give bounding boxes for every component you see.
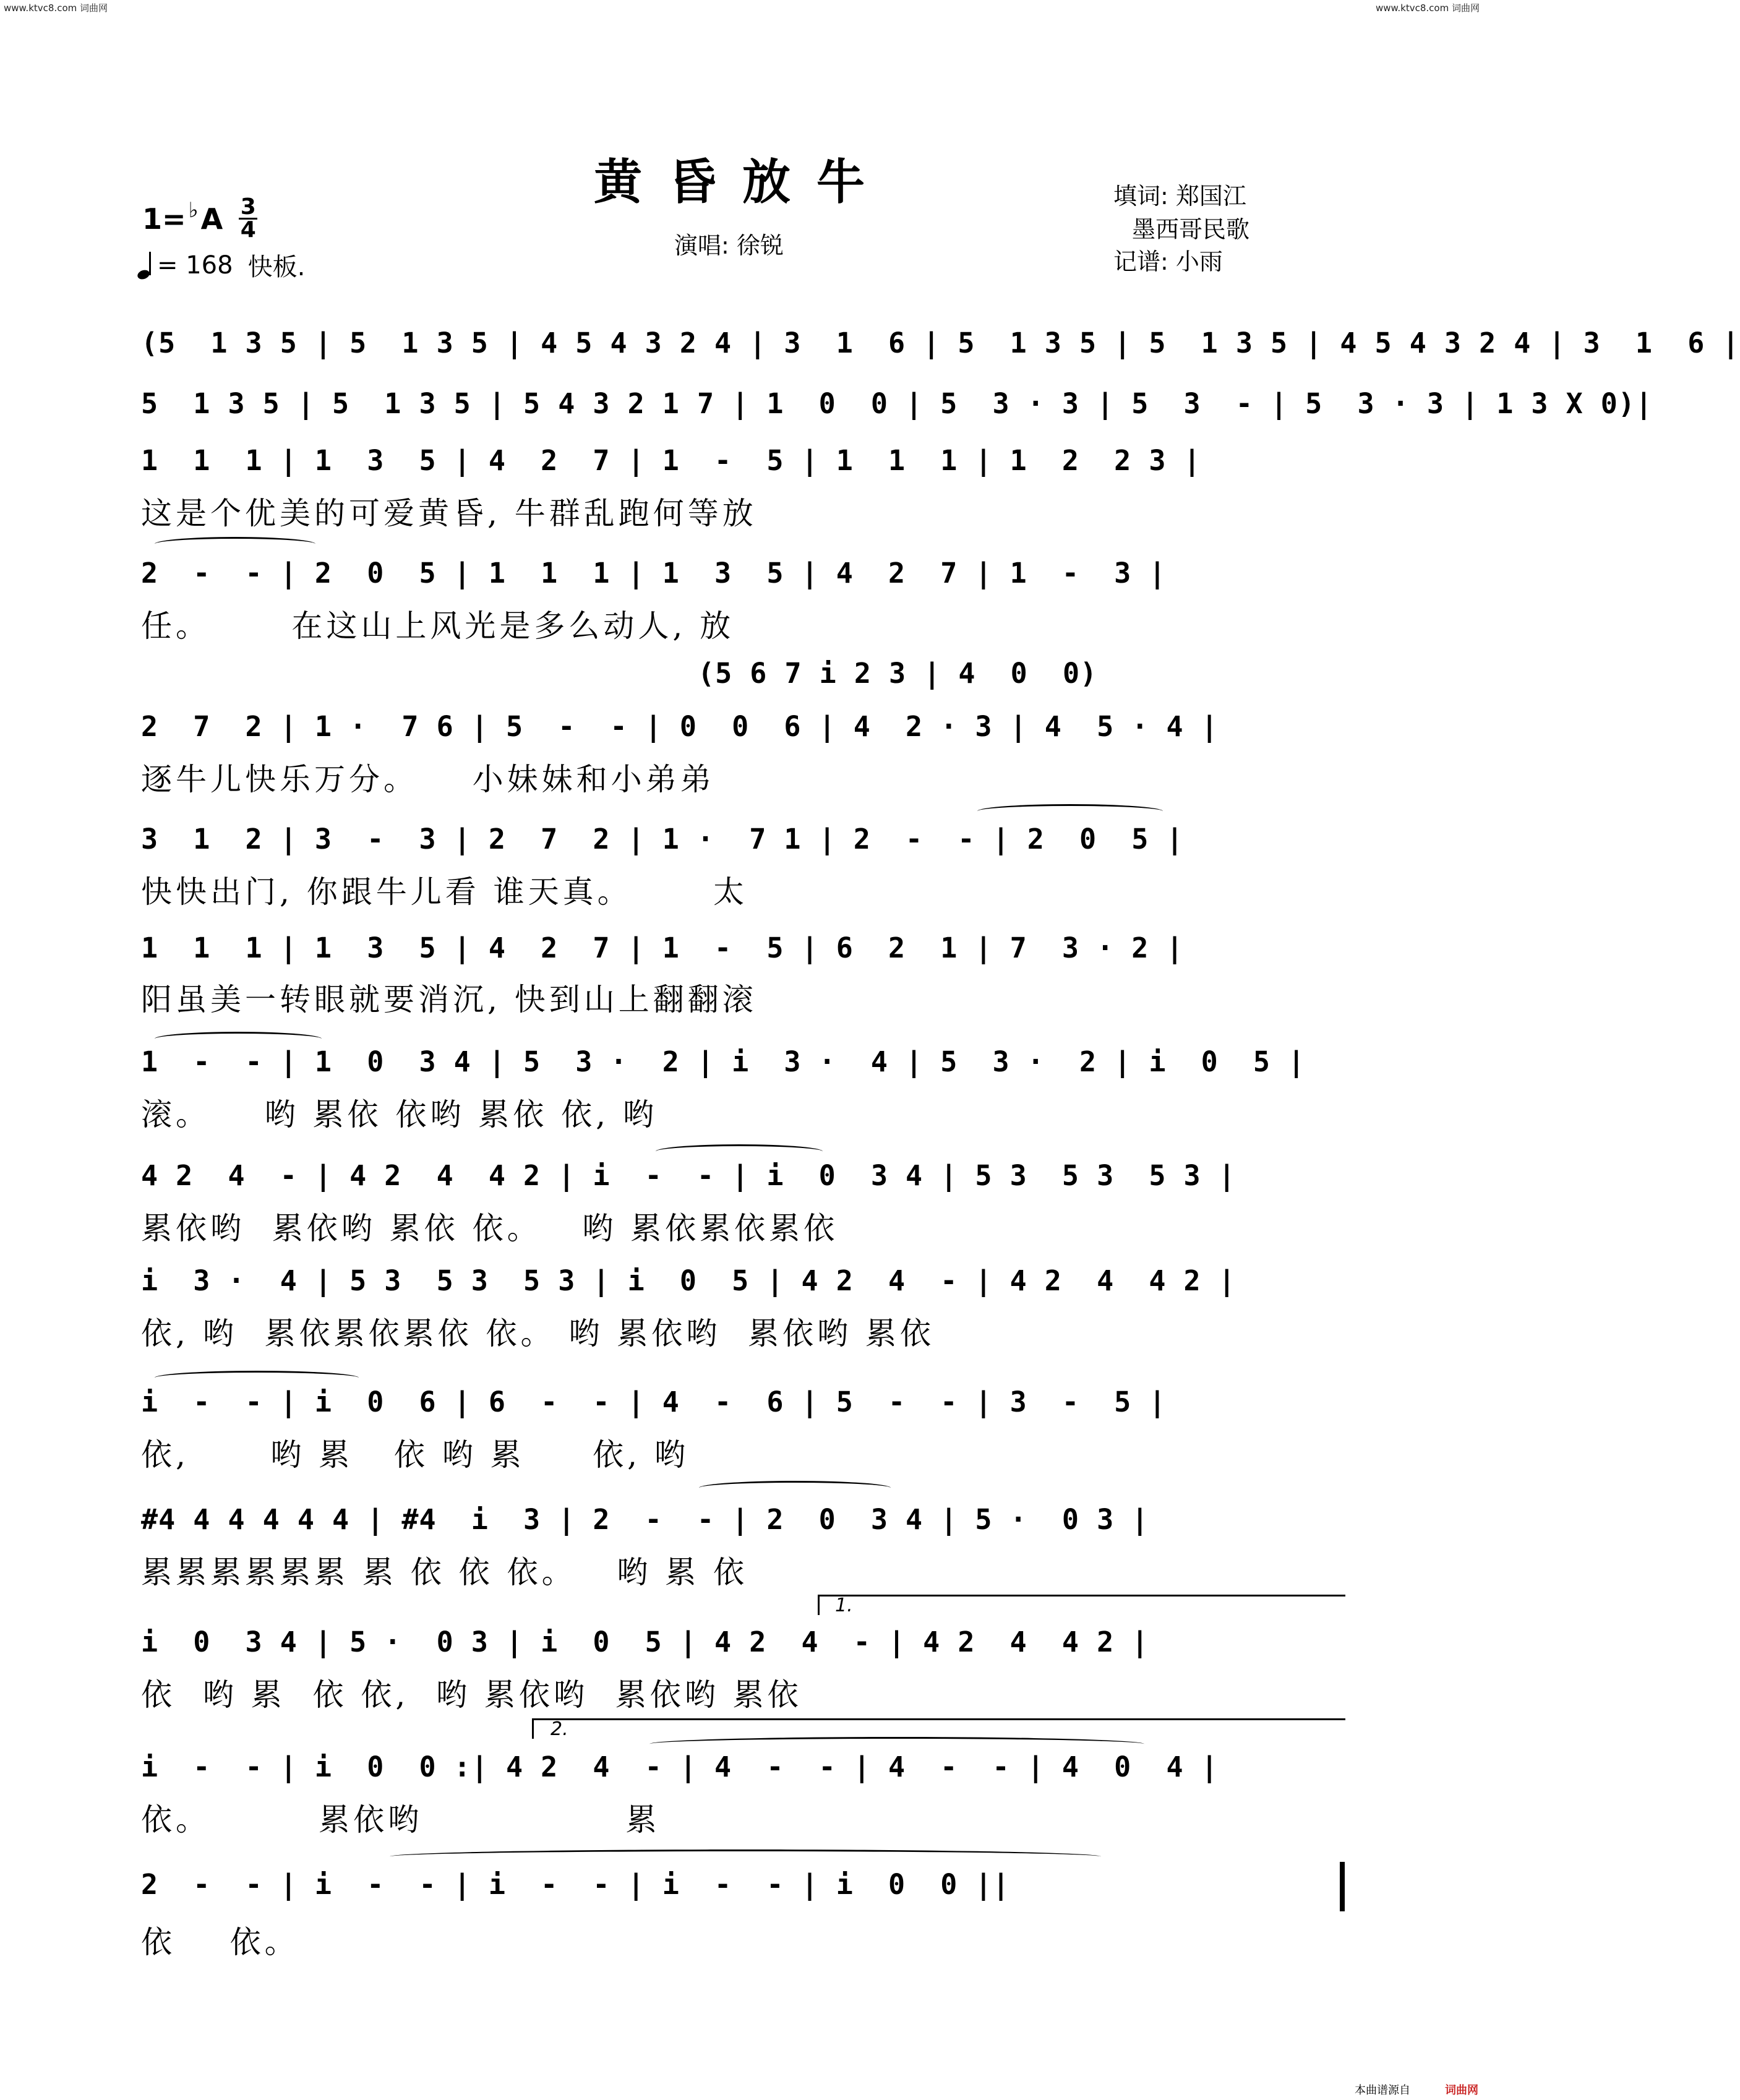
lyric-row: 逐牛儿快乐万分。 小妹妹和小弟弟 bbox=[141, 761, 715, 797]
lyric-row: 依, 哟 累依累依累依 依。 哟 累依哟 累依哟 累依 bbox=[141, 1316, 935, 1352]
tie-mark bbox=[155, 1371, 359, 1385]
tempo-text: 快板. bbox=[247, 253, 306, 281]
lyric-row: 阳虽美一转眼就要消沉, 快到山上翻翻滚 bbox=[141, 982, 757, 1018]
tie-mark bbox=[390, 1849, 1101, 1864]
notation-row: 1 - - | 1 0 3 4 | 5 3 · 2 | i 3 · 4 | 5 3 · 2 | i 0 5 | bbox=[141, 1045, 1306, 1078]
time-signature bbox=[239, 194, 257, 242]
lyric-row: 任。 在这山上风光是多么动人, 放 bbox=[141, 608, 735, 644]
notation-row: i 3 · 4 | 5 3 5 3 5 3 | i 0 5 | 4 2 4 - | 4 2 4 4 2 | bbox=[141, 1264, 1236, 1297]
notation-row: 1 1 1 | 1 3 5 | 4 2 7 | 1 - 5 | 1 1 1 | 1 2 2 3 | bbox=[141, 444, 1201, 477]
song-title: 黄昏放牛 bbox=[593, 154, 891, 210]
tie-mark bbox=[155, 537, 315, 551]
tempo-marking bbox=[137, 247, 305, 283]
volta-first-bracket bbox=[818, 1595, 1345, 1615]
notation-row: (5 1 3 5 | 5 1 3 5 | 4 5 4 3 2 4 | 3 1 6 | 5 1 3 5 | 5 1 3 5 | 4 5 4 3 2 4 | 3 1 6 | bbox=[141, 327, 1740, 359]
key-note: A bbox=[200, 202, 223, 236]
lyric-row: 滚。 哟 累依 依哟 累依 依, 哟 bbox=[141, 1097, 658, 1133]
notation-row: i - - | i 0 0 :| 4 2 4 - | 4 - - | 4 - - | 4 0 4 | bbox=[141, 1751, 1219, 1783]
lyricist: 填词: 郑国江 bbox=[1113, 182, 1246, 210]
key-prefix: 1= bbox=[142, 202, 186, 236]
tempo-value: = 168 bbox=[157, 251, 233, 280]
notation-row: i - - | i 0 6 | 6 - - | 4 - 6 | 5 - - | 3 - 5 | bbox=[141, 1386, 1167, 1418]
origin: 墨西哥民歌 bbox=[1132, 216, 1250, 243]
final-barline bbox=[1340, 1862, 1345, 1911]
notation-row: 1 1 1 | 1 3 5 | 4 2 7 | 1 - 5 | 6 2 1 | 7 3 · 2 | bbox=[141, 932, 1184, 964]
notation-row: 2 7 2 | 1 · 7 6 | 5 - - | 0 0 6 | 4 2 · 3 | 4 5 · 4 | bbox=[141, 710, 1219, 743]
key-signature bbox=[142, 194, 257, 242]
lyric-row: 快快出门, 你跟牛儿看 谁天真。 太 bbox=[141, 874, 748, 910]
lyric-row: 依, 哟 累 依 哟 累 依, 哟 bbox=[141, 1437, 689, 1473]
volta-second-label: 2. bbox=[551, 1718, 568, 1740]
site-watermark-right: www.ktvc8.com 词曲网 bbox=[1375, 2, 1480, 14]
tie-mark bbox=[699, 1481, 891, 1495]
site-watermark-left: www.ktvc8.com 词曲网 bbox=[4, 2, 108, 14]
notation-row: (5 6 7 i 2 3 | 4 0 0) bbox=[698, 657, 1098, 690]
notation-row: 3 1 2 | 3 - 3 | 2 7 2 | 1 · 7 1 | 2 - - | 2 0 5 | bbox=[141, 823, 1184, 855]
notation-row: i 0 3 4 | 5 · 0 3 | i 0 5 | 4 2 4 - | 4 2 4 4 2 | bbox=[141, 1626, 1149, 1658]
flat-icon: ♭ bbox=[188, 197, 199, 223]
lyric-row: 累累累累累累 累 依 依 依。 哟 累 依 bbox=[141, 1554, 748, 1590]
volta-first-label: 1. bbox=[835, 1595, 853, 1616]
lyric-row: 这是个优美的可爱黄昏, 牛群乱跑何等放 bbox=[141, 495, 757, 531]
volta-second-bracket bbox=[532, 1718, 1345, 1739]
tie-mark bbox=[977, 804, 1163, 818]
lyric-row: 依。 累依哟 累 bbox=[141, 1802, 661, 1838]
time-bottom: 4 bbox=[240, 217, 256, 242]
notation-row: #4 4 4 4 4 4 | #4 i 3 | 2 - - | 2 0 3 4 | 5 · 0 3 | bbox=[141, 1503, 1149, 1536]
tie-mark bbox=[155, 1032, 322, 1046]
lyric-row: 累依哟 累依哟 累依 依。 哟 累依累依累依 bbox=[141, 1211, 839, 1246]
footer-source: 本曲谱源自 bbox=[1355, 2084, 1410, 2097]
notation-row: 4 2 4 - | 4 2 4 4 2 | i - - | i 0 3 4 | 5 3 5 3 5 3 | bbox=[141, 1159, 1236, 1192]
transcriber: 记谱: 小雨 bbox=[1113, 248, 1223, 275]
notation-row: 2 - - | 2 0 5 | 1 1 1 | 1 3 5 | 4 2 7 | 1 - 3 | bbox=[141, 557, 1167, 589]
tie-mark bbox=[649, 1737, 1144, 1751]
quarter-note-icon bbox=[137, 252, 151, 279]
time-top: 3 bbox=[240, 194, 256, 220]
singer: 演唱: 徐锐 bbox=[674, 232, 784, 259]
tie-mark bbox=[656, 1144, 823, 1159]
footer-site: 词曲网 bbox=[1445, 2084, 1478, 2097]
notation-row: 5 1 3 5 | 5 1 3 5 | 5 4 3 2 1 7 | 1 0 0 | 5 3 · 3 | 5 3 - | 5 3 · 3 | 1 3 X 0)| bbox=[141, 387, 1653, 420]
notation-row: 2 - - | i - - | i - - | i - - | i 0 0 || bbox=[141, 1868, 1010, 1901]
lyric-row: 依 哟 累 依 依, 哟 累依哟 累依哟 累依 bbox=[141, 1677, 802, 1713]
lyric-row: 依 依。 bbox=[141, 1924, 299, 1960]
